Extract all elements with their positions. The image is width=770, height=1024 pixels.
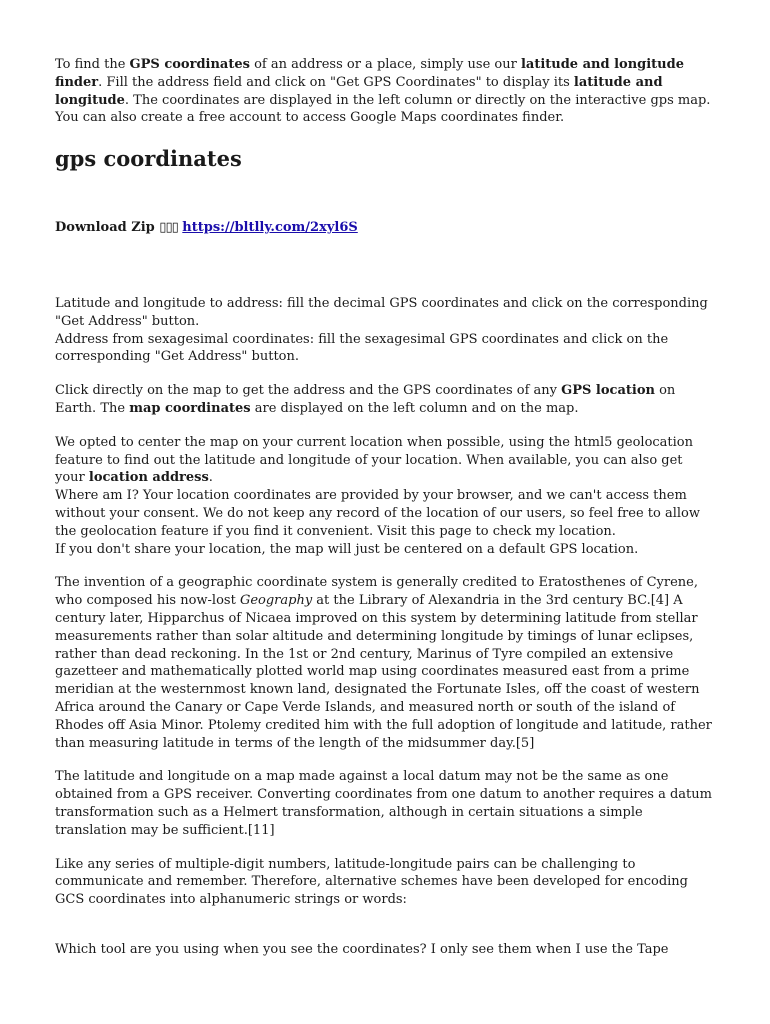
intro-text: . The coordinates are displayed in the left column or directly on the interactive gps map. You can also create a free account to access Google Maps coordinates finder. (55, 92, 711, 126)
spacer (55, 237, 715, 295)
intro-paragraph (55, 56, 715, 127)
address-line-2: Address from sexagesimal coordinates: fill the sexagesimal GPS coordinates and click on the corresponding "Get Address" button. (55, 331, 669, 365)
download-line (55, 219, 715, 237)
geo-bold-location-address: location address (88, 470, 209, 486)
map-bold-map-coordinates: map coordinates (129, 400, 251, 416)
address-line-1: Latitude and longitude to address: fill the decimal GPS coordinates and click on the corresponding "Get Address" button. (55, 295, 708, 329)
history-text: at the Library of Alexandria in the 3rd century BC.[4] A century later, Hipparchus of Nicaea improved on this system by determining latitude from stellar measurements rather than solar altitude and determining longitude by timings of lunar eclipses, rather than dead reckoning. In the 1st or 2nd century, Marinus of Tyre compiled an extensive gazetteer and mathematically plotted world map using coordinates measured east from a prime meridian at the westernmost known land, designated the Fortunate Isles, off the coast of western Africa around the Canary or Cape Verde Islands, and measured north or south of the island of Rhodes off Asia Minor. Ptolemy credited him with the full adoption of longitude and latitude, rather than measuring latitude in terms of the length of the midsummer day.[5] (55, 593, 712, 751)
intro-text: To find the (55, 57, 130, 72)
map-bold-gps-location: GPS location (561, 383, 655, 399)
intro-text: of an address or a place, simply use our (249, 57, 521, 72)
tool-question-paragraph: Which tool are you using when you see the coordinates? I only see them when I use the Tape (55, 941, 669, 957)
history-paragraph (55, 574, 715, 752)
download-link[interactable]: https://bltlly.com/2xyl6S (182, 220, 358, 236)
map-paragraph (55, 382, 715, 418)
geo-text: We opted to center the map on your current location when possible, using the html5 geolocation feature to find out the latitude and longitude of your location. When available, you can also get your (55, 434, 694, 486)
geo-default-location: If you don't share your location, the map will just be centered on a default GPS location. (55, 541, 639, 557)
page-heading: gps coordinates (55, 146, 242, 172)
intro-bold-lat-long: latitude and longitude (55, 74, 663, 108)
encoding-paragraph: Like any series of multiple-digit numbers, latitude-longitude pairs can be challenging to communicate and remember. Therefore, alternative schemes have been developed for encoding GCS coordinates into alphanumeric strings or words: (55, 856, 689, 908)
address-paragraph (55, 295, 715, 366)
map-text: are displayed on the left column and on the map. (250, 400, 579, 416)
geolocation-paragraph (55, 434, 715, 559)
map-text: on Earth. The (55, 383, 676, 416)
intro-bold-finder: latitude and longitude finder (55, 57, 684, 90)
geo-text: . (208, 470, 213, 486)
datum-paragraph: The latitude and longitude on a map made against a local datum may not be the same as one obtained from a GPS receiver. Converting coordinates from one datum to another requires a datum transformation such as a Helmert transformation, although in certain situations a simple translation may be sufficient.[11] (55, 769, 712, 838)
intro-bold-gps-coordinates: GPS coordinates (129, 57, 250, 72)
history-text: The invention of a geographic coordinate system is generally credited to Eratosthenes of Cyrene, who composed his now-lost (55, 575, 698, 609)
history-italic-geography: Geography (239, 593, 313, 609)
download-label: Download Zip (55, 220, 155, 236)
missing-glyph-icons: ▯▯▯ (159, 220, 178, 236)
intro-text: . Fill the address field and click on "Get GPS Coordinates" to display its (98, 74, 574, 90)
geo-where-am-i: Where am I? Your location coordinates are provided by your browser, and we can't access them without your consent. We do not keep any record of the location of our users, so feel free to allow the geolocation feature if you find it convenient. Visit this page to check my location. (55, 488, 700, 539)
map-text: Click directly on the map to get the address and the GPS coordinates of any (55, 383, 562, 399)
